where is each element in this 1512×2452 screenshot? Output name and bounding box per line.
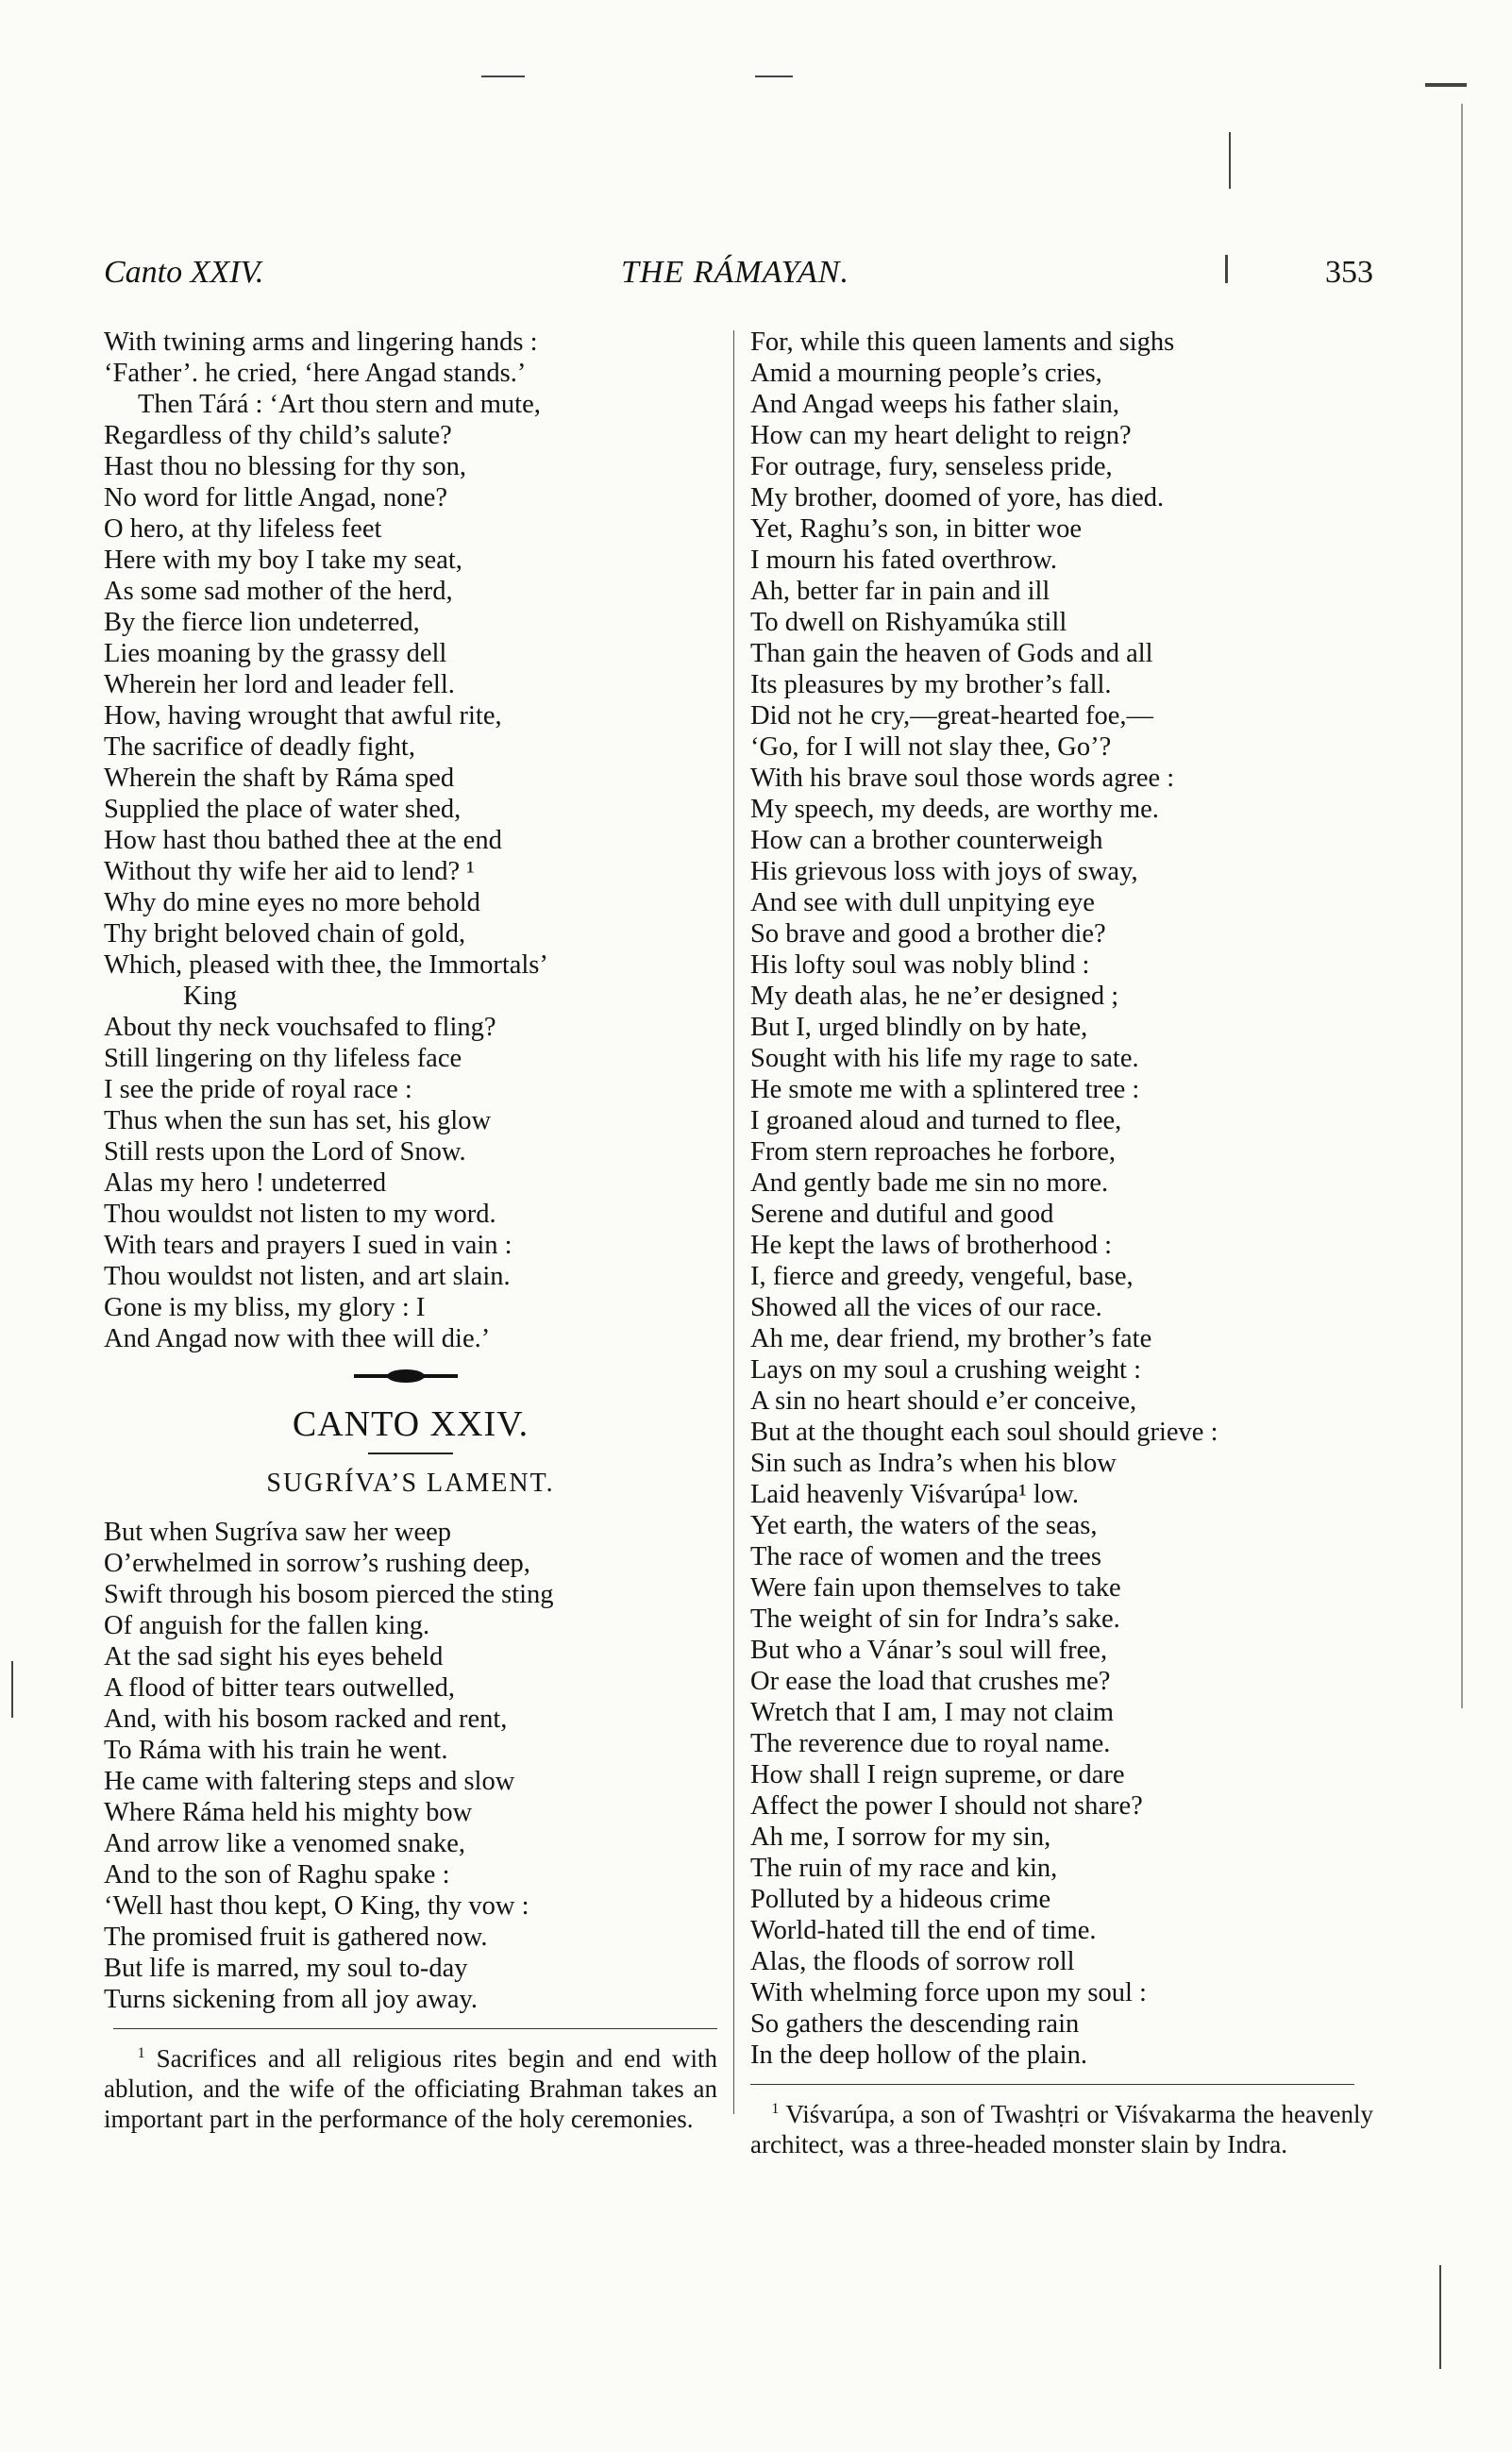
verse-line: Than gain the heaven of Gods and all [750, 639, 1153, 668]
verse-line: A sin no heart should e’er conceive, [750, 1386, 1137, 1416]
footnote-rule-left [113, 2028, 717, 2029]
verse-line: O’erwhelmed in sorrow’s rushing deep, [104, 1549, 530, 1578]
footnote-left-text: Sacrifices and all religious rites begin and end with ablution, and the wife of the officiating Brahman takes an important part in the performance of the holy ceremonies. [104, 2044, 718, 2133]
verse-line: O hero, at thy lifeless feet [104, 514, 382, 544]
verse-line: How shall I reign supreme, or dare [750, 1760, 1125, 1789]
verse-line: By the fierce lion undeterred, [104, 608, 420, 637]
verse-line: His lofty soul was nobly blind : [750, 950, 1090, 980]
verse-line: ‘Well hast thou kept, O King, thy vow : [104, 1891, 529, 1921]
verse-line: To dwell on Rishyamúka still [750, 608, 1067, 637]
verse-line: Amid a mourning people’s cries, [750, 359, 1102, 388]
verse-line: The ruin of my race and kin, [750, 1854, 1058, 1883]
verse-line: Where Ráma held his mighty bow [104, 1798, 473, 1827]
verse-line: And to the son of Raghu spake : [104, 1860, 450, 1889]
verse-line: He came with faltering steps and slow [104, 1767, 515, 1796]
verse-line: ‘Go, for I will not slay thee, Go’? [750, 732, 1112, 762]
scan-mark [1225, 255, 1228, 283]
verse-line: I see the pride of royal race : [104, 1075, 412, 1104]
verse-line: Which, pleased with thee, the Immortals’ [104, 950, 548, 980]
canto-subheading: SUGRÍVA’S LAMENT. [266, 1469, 555, 1498]
left-verse-block [104, 327, 717, 1354]
verse-line: Thou wouldst not listen to my word. [104, 1200, 496, 1229]
verse-line: Showed all the vices of our race. [750, 1293, 1102, 1322]
verse-line: His grievous loss with joys of sway, [750, 857, 1138, 886]
scan-mark [1425, 83, 1467, 87]
verse-line: Why do mine eyes no more behold [104, 888, 480, 917]
verse-line: Lays on my soul a crushing weight : [750, 1355, 1141, 1385]
verse-line: The weight of sin for Indra’s sake. [750, 1604, 1120, 1634]
verse-line: Sought with his life my rage to sate. [750, 1044, 1139, 1073]
verse-line: Yet earth, the waters of the seas, [750, 1511, 1098, 1540]
page-number: 353 [1325, 255, 1373, 290]
footnote-right-text: Viśvarúpa, a son of Twashṭri or Viśvakarma the heavenly architect, was a three-headed monster slain by Indra. [750, 2100, 1374, 2158]
verse-line: Wherein the shaft by Ráma sped [104, 764, 455, 793]
verse-line: The promised fruit is gathered now. [104, 1923, 488, 1952]
verse-line: How can my heart delight to reign? [750, 421, 1132, 450]
verse-line: The reverence due to royal name. [750, 1729, 1111, 1758]
verse-line: The race of women and the trees [750, 1542, 1101, 1571]
verse-line: In the deep hollow of the plain. [750, 2041, 1087, 2070]
right-column [750, 327, 1373, 2159]
verse-line: Wretch that I am, I may not claim [750, 1698, 1115, 1727]
left-verse-block-2 [104, 1517, 717, 2015]
verse-line: Thou wouldst not listen, and art slain. [104, 1262, 511, 1291]
verse-line: No word for little Angad, none? [104, 483, 448, 512]
verse-line: Yet, Raghu’s son, in bitter woe [750, 514, 1082, 544]
verse-line: Here with my boy I take my seat, [104, 546, 462, 575]
verse-line: With whelming force upon my soul : [750, 1978, 1147, 2007]
verse-line: Lies moaning by the grassy dell [104, 639, 447, 668]
verse-line: And Angad now with thee will die.’ [104, 1324, 491, 1353]
verse-line: The sacrifice of deadly fight, [104, 732, 415, 762]
footnote-left [104, 2039, 717, 2134]
verse-line: Laid heavenly Viśvarúpa¹ low. [750, 1480, 1079, 1509]
scan-mark [1461, 104, 1463, 1708]
verse-line: Without thy wife her aid to lend? ¹ [104, 857, 475, 886]
verse-line: With his brave soul those words agree : [750, 764, 1175, 793]
verse-line: At the sad sight his eyes beheld [104, 1642, 444, 1671]
verse-line: Still lingering on thy lifeless face [104, 1044, 462, 1073]
verse-line: ‘Father’. he cried, ‘here Angad stands.’ [104, 359, 527, 388]
verse-line: For outrage, fury, senseless pride, [750, 452, 1113, 481]
scan-mark [1229, 132, 1231, 189]
running-header [104, 255, 1373, 302]
verse-line: But who a Vánar’s soul will free, [750, 1636, 1108, 1665]
verse-line: For, while this queen laments and sighs [750, 327, 1175, 357]
verse-line: Still rests upon the Lord of Snow. [104, 1137, 466, 1167]
verse-line: Sin such as Indra’s when his blow [750, 1449, 1117, 1478]
verse-line: Supplied the place of water shed, [104, 795, 462, 824]
verse-line: From stern reproaches he forbore, [750, 1137, 1116, 1167]
running-header-title: THE RÁMAYAN. [621, 255, 849, 290]
heading-rule [368, 1453, 453, 1454]
verse-line: King [183, 982, 237, 1011]
ornament-center [387, 1369, 425, 1383]
verse-line: Gone is my bliss, my glory : I [104, 1293, 426, 1322]
footnote-marker-right: 1 [771, 2101, 780, 2117]
verse-line: As some sad mother of the herd, [104, 577, 453, 606]
scan-mark [11, 1661, 13, 1718]
scan-mark [1439, 2265, 1441, 2369]
verse-line: Then Tárá : ‘Art thou stern and mute, [138, 390, 541, 419]
verse-line: But at the thought each soul should grieve : [750, 1418, 1218, 1447]
verse-line: And gently bade me sin no more. [750, 1168, 1109, 1198]
verse-line: Polluted by a hideous crime [750, 1885, 1051, 1914]
verse-line: Serene and dutiful and good [750, 1200, 1054, 1229]
canto-heading: CANTO XXIV. [292, 1404, 529, 1444]
section-ornament [104, 1354, 717, 1398]
verse-line: So gathers the descending rain [750, 2009, 1080, 2039]
verse-line: My death alas, he ne’er designed ; [750, 982, 1119, 1011]
verse-line: World-hated till the end of time. [750, 1916, 1097, 1945]
verse-line: Of anguish for the fallen king. [104, 1611, 430, 1640]
verse-line: Or ease the load that crushes me? [750, 1667, 1111, 1696]
verse-line: And see with dull unpitying eye [750, 888, 1095, 917]
verse-line: How, having wrought that awful rite, [104, 701, 502, 731]
verse-line: Thus when the sun has set, his glow [104, 1106, 492, 1135]
verse-line: Ah me, dear friend, my brother’s fate [750, 1324, 1152, 1353]
verse-line: Affect the power I should not share? [750, 1791, 1143, 1821]
verse-line: He kept the laws of brotherhood : [750, 1231, 1113, 1260]
verse-line: And arrow like a venomed snake, [104, 1829, 466, 1858]
verse-line: About thy neck vouchsafed to fling? [104, 1013, 496, 1042]
verse-line: So brave and good a brother die? [750, 919, 1106, 949]
verse-line: Swift through his bosom pierced the sting [104, 1580, 554, 1609]
verse-line: With twining arms and lingering hands : [104, 327, 538, 357]
verse-line: But life is marred, my soul to-day [104, 1954, 468, 1983]
verse-line: Thy bright beloved chain of gold, [104, 919, 466, 949]
scan-mark [755, 76, 793, 77]
verse-line: I groaned aloud and turned to flee, [750, 1106, 1122, 1135]
verse-line: Alas, the floods of sorrow roll [750, 1947, 1075, 1976]
verse-line: Did not he cry,—great-hearted foe,— [750, 701, 1154, 731]
verse-line: He smote me with a splintered tree : [750, 1075, 1140, 1104]
verse-line: I mourn his fated overthrow. [750, 546, 1058, 575]
verse-line: I, fierce and greedy, vengeful, base, [750, 1262, 1134, 1291]
verse-line: Alas my hero ! undeterred [104, 1168, 387, 1198]
running-header-canto: Canto XXIV. [104, 255, 264, 290]
footnote-right [750, 2094, 1373, 2159]
verse-line: Ah, better far in pain and ill [750, 577, 1050, 606]
verse-line: My speech, my deeds, are worthy me. [750, 795, 1159, 824]
verse-line: But when Sugríva saw her weep [104, 1518, 452, 1547]
verse-line: But I, urged blindly on by hate, [750, 1013, 1088, 1042]
column-divider [733, 330, 734, 2114]
left-column [104, 327, 717, 2134]
scan-mark [481, 76, 525, 77]
verse-line: How hast thou bathed thee at the end [104, 826, 502, 855]
footnote-rule-right [750, 2084, 1354, 2085]
verse-line: To Ráma with his train he went. [104, 1736, 448, 1765]
verse-line: Hast thou no blessing for thy son, [104, 452, 466, 481]
verse-line: My brother, doomed of yore, has died. [750, 483, 1165, 512]
verse-line: A flood of bitter tears outwelled, [104, 1673, 455, 1703]
verse-line: Regardless of thy child’s salute? [104, 421, 452, 450]
verse-line: And Angad weeps his father slain, [750, 390, 1119, 419]
footnote-marker-left: 1 [137, 2045, 145, 2061]
verse-line: Ah me, I sorrow for my sin, [750, 1822, 1051, 1852]
verse-line: How can a brother counterweigh [750, 826, 1103, 855]
verse-line: With tears and prayers I sued in vain : [104, 1231, 512, 1260]
verse-line: And, with his bosom racked and rent, [104, 1705, 508, 1734]
verse-line: Wherein her lord and leader fell. [104, 670, 455, 699]
verse-line: Its pleasures by my brother’s fall. [750, 670, 1112, 699]
verse-line: Were fain upon themselves to take [750, 1573, 1121, 1603]
verse-line: Turns sickening from all joy away. [104, 1985, 479, 2014]
right-verse-block [750, 327, 1373, 2071]
